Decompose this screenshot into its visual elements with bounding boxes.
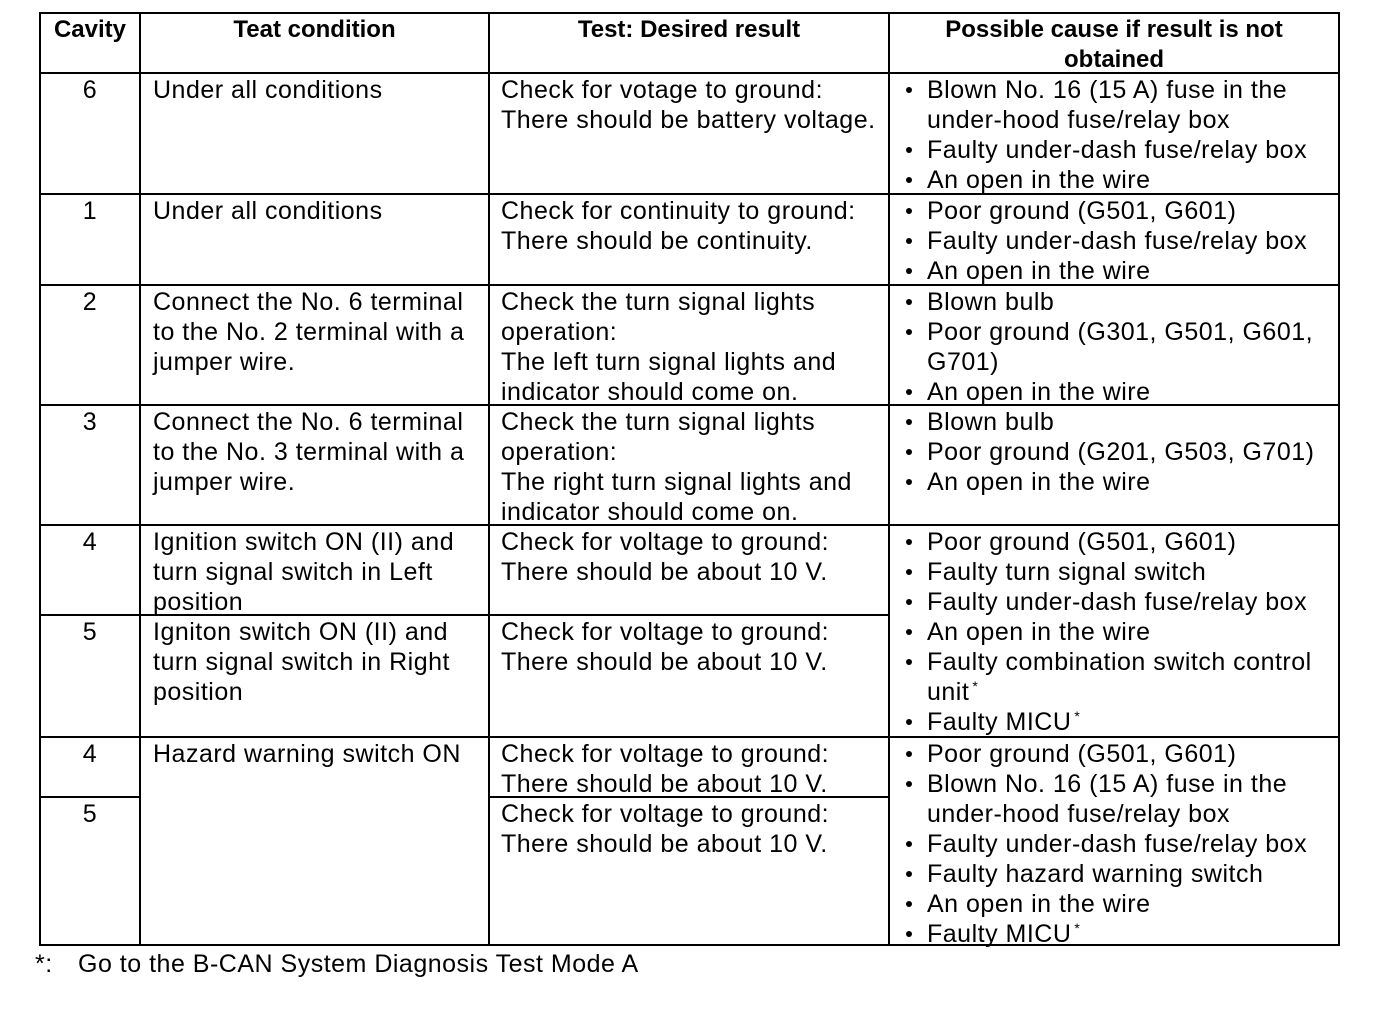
cavity-cell: 4	[41, 526, 141, 616]
cause-text: An open in the wire	[927, 618, 1151, 646]
cause-text: Faulty MICU	[927, 708, 1072, 736]
cause-item	[890, 527, 1338, 557]
cause-item	[890, 287, 1338, 317]
bullet-icon	[906, 238, 912, 244]
footnote	[35, 949, 639, 979]
bullet-icon	[906, 781, 912, 787]
cause-text: Faulty under-dash fuse/relay box	[927, 136, 1308, 164]
cause-text: Poor ground (G201, G503, G701)	[927, 438, 1315, 466]
cause-text: Blown No. 16 (15 A) fuse in the under-hood fuse/relay box	[927, 76, 1288, 134]
cause-text: Faulty hazard warning switch	[927, 860, 1264, 888]
condition-cell: Under all conditions	[141, 74, 490, 195]
condition-cell: Connect the No. 6 terminal to the No. 3 terminal with a jumper wire.	[141, 406, 490, 526]
bullet-icon	[906, 539, 912, 545]
header-cavity: Cavity	[41, 14, 141, 74]
bullet-icon	[906, 177, 912, 183]
cause-text: Faulty MICU	[927, 920, 1072, 948]
cause-text: An open in the wire	[927, 257, 1151, 285]
cause-item	[890, 889, 1338, 919]
cause-text: An open in the wire	[927, 468, 1151, 496]
result-cell: Check for voltage to ground: There should be about 10 V.	[490, 738, 890, 798]
cause-text: Faulty under-dash fuse/relay box	[927, 227, 1308, 255]
cause-item	[890, 317, 1338, 377]
footnote-reference-mark: *	[1074, 708, 1081, 724]
cause-text: Faulty under-dash fuse/relay box	[927, 830, 1308, 858]
bullet-icon	[906, 268, 912, 274]
result-cell: Check for voltage to ground: There should be about 10 V.	[490, 798, 890, 946]
cause-cell	[890, 526, 1340, 738]
cause-item	[890, 829, 1338, 859]
cause-text: Poor ground (G501, G601)	[927, 740, 1237, 768]
cavity-cell: 3	[41, 406, 141, 526]
cause-item	[890, 587, 1338, 617]
bullet-icon	[906, 569, 912, 575]
bullet-icon	[906, 659, 912, 665]
cause-item	[890, 196, 1338, 226]
header-desired-result: Test: Desired result	[490, 14, 890, 74]
cause-item	[890, 437, 1338, 467]
cause-item	[890, 377, 1338, 407]
cause-text: Blown bulb	[927, 288, 1055, 316]
cavity-cell: 1	[41, 195, 141, 286]
cause-item	[890, 557, 1338, 587]
bullet-icon	[906, 449, 912, 455]
cause-text: Poor ground (G501, G601)	[927, 197, 1237, 225]
cause-item	[890, 135, 1338, 165]
footnote-reference-mark: *	[1074, 920, 1081, 936]
cause-text: Blown bulb	[927, 408, 1055, 436]
bullet-icon	[906, 389, 912, 395]
cause-text: Poor ground (G501, G601)	[927, 528, 1237, 556]
cause-item	[890, 226, 1338, 256]
condition-cell: Hazard warning switch ON	[141, 738, 490, 946]
result-cell: Check the turn signal lights operation: The right turn signal lights and indicator should come on.	[490, 406, 890, 526]
cavity-cell: 5	[41, 798, 141, 946]
cavity-cell: 2	[41, 286, 141, 406]
header-possible-cause: Possible cause if result is not obtained	[890, 14, 1340, 74]
bullet-icon	[906, 599, 912, 605]
bullet-icon	[906, 629, 912, 635]
cause-cell	[890, 738, 1340, 946]
cause-item	[890, 617, 1338, 647]
cavity-cell: 5	[41, 616, 141, 738]
bullet-icon	[906, 208, 912, 214]
cause-item	[890, 859, 1338, 889]
cause-text: Faulty combination switch control unit	[927, 648, 1312, 706]
cause-text: An open in the wire	[927, 378, 1151, 406]
cause-item	[890, 647, 1338, 707]
troubleshooting-table	[39, 12, 1340, 946]
cause-text: An open in the wire	[927, 890, 1151, 918]
result-cell: Check for continuity to ground: There should be continuity.	[490, 195, 890, 286]
cause-item	[890, 165, 1338, 195]
bullet-icon	[906, 719, 912, 725]
bullet-icon	[906, 87, 912, 93]
cause-item	[890, 769, 1338, 829]
bullet-icon	[906, 147, 912, 153]
header-test-condition: Teat condition	[141, 14, 490, 74]
cause-text: Poor ground (G301, G501, G601, G701)	[927, 318, 1314, 376]
result-cell: Check for votage to ground: There should be battery voltage.	[490, 74, 890, 195]
cause-text: Blown No. 16 (15 A) fuse in the under-hood fuse/relay box	[927, 770, 1288, 828]
bullet-icon	[906, 841, 912, 847]
cause-text: Faulty under-dash fuse/relay box	[927, 588, 1308, 616]
cause-cell	[890, 74, 1340, 195]
bullet-icon	[906, 299, 912, 305]
cause-text: Faulty turn signal switch	[927, 558, 1207, 586]
footnote-text: Go to the B-CAN System Diagnosis Test Mode A	[78, 950, 639, 978]
condition-cell: Ignition switch ON (II) and turn signal switch in Left position	[141, 526, 490, 616]
bullet-icon	[906, 931, 912, 937]
cause-item	[890, 407, 1338, 437]
bullet-icon	[906, 871, 912, 877]
cavity-cell: 6	[41, 74, 141, 195]
footnote-reference-mark: *	[972, 678, 979, 694]
cause-cell	[890, 195, 1340, 286]
cavity-cell: 4	[41, 738, 141, 798]
result-cell: Check for voltage to ground: There should be about 10 V.	[490, 616, 890, 738]
cause-item	[890, 467, 1338, 497]
cause-item	[890, 75, 1338, 135]
bullet-icon	[906, 901, 912, 907]
cause-item	[890, 919, 1338, 949]
result-cell: Check the turn signal lights operation: The left turn signal lights and indicator should come on.	[490, 286, 890, 406]
bullet-icon	[906, 329, 912, 335]
footnote-mark: *:	[35, 950, 53, 978]
bullet-icon	[906, 419, 912, 425]
condition-cell: Connect the No. 6 terminal to the No. 2 terminal with a jumper wire.	[141, 286, 490, 406]
bullet-icon	[906, 751, 912, 757]
cause-text: An open in the wire	[927, 166, 1151, 194]
cause-item	[890, 707, 1338, 737]
cause-cell	[890, 286, 1340, 406]
condition-cell: Igniton switch ON (II) and turn signal switch in Right position	[141, 616, 490, 738]
condition-cell: Under all conditions	[141, 195, 490, 286]
cause-cell	[890, 406, 1340, 526]
cause-item	[890, 256, 1338, 286]
cause-item	[890, 739, 1338, 769]
result-cell: Check for voltage to ground: There should be about 10 V.	[490, 526, 890, 616]
bullet-icon	[906, 479, 912, 485]
